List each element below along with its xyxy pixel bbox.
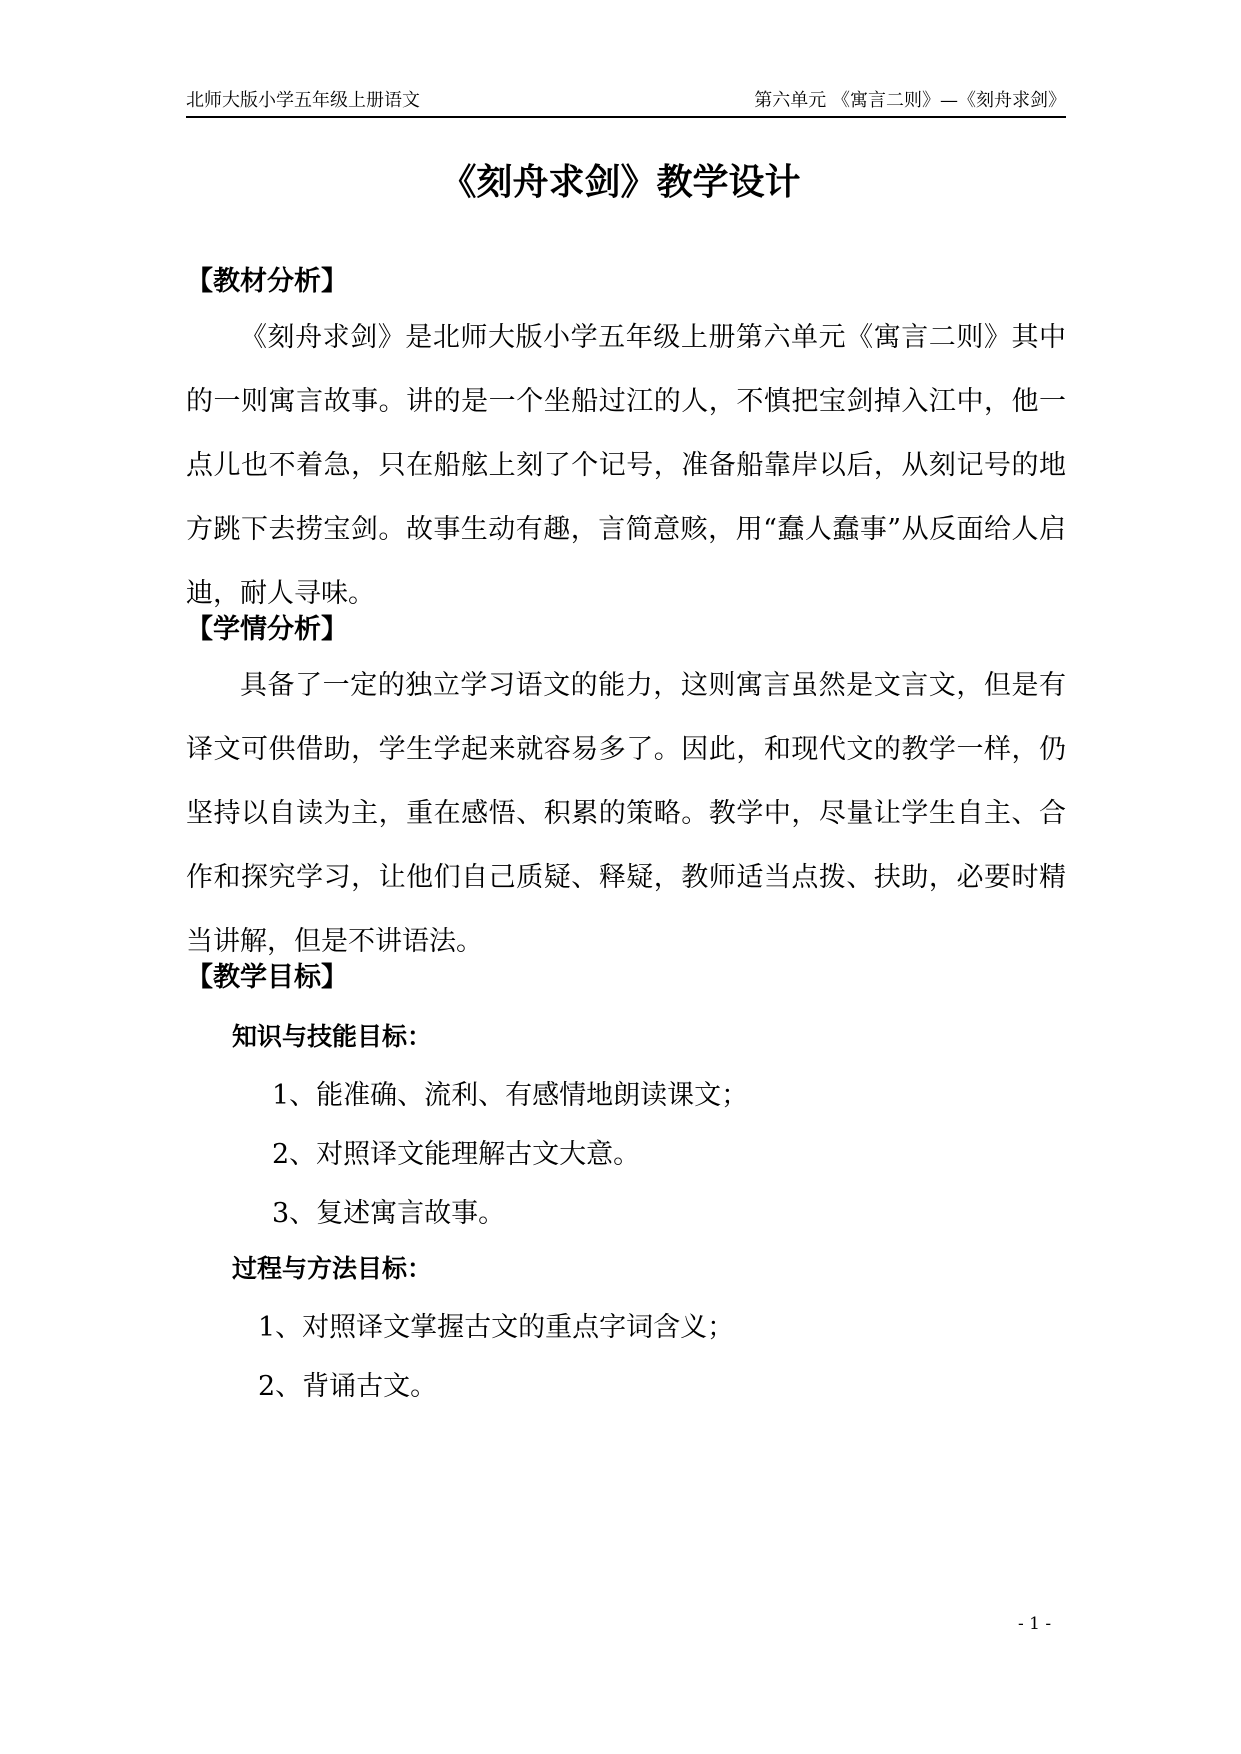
process-item-2: 2、背诵古文。 — [258, 1371, 438, 1402]
page-number: - 1 - — [1018, 1614, 1052, 1634]
page-header — [186, 86, 1066, 118]
knowledge-item-3: 3、复述寓言故事。 — [272, 1198, 506, 1229]
header-left-text: 北师大版小学五年级上册语文 — [186, 90, 420, 111]
process-item-1: 1、对照译文掌握古文的重点字词含义； — [258, 1312, 735, 1343]
subheading-knowledge: 知识与技能目标： — [232, 1022, 433, 1051]
section-heading-material: 【教材分析】 — [186, 266, 348, 297]
document-title: 《刻舟求剑》教学设计 — [440, 162, 801, 203]
header-right-text: 第六单元 《寓言二则》—《刻舟求剑》 — [754, 90, 1066, 111]
section-heading-goals: 【教学目标】 — [186, 962, 348, 993]
knowledge-item-1: 1、能准确、流利、有感情地朗读课文； — [272, 1080, 749, 1111]
subheading-process: 过程与方法目标： — [232, 1254, 433, 1283]
knowledge-item-2: 2、对照译文能理解古文大意。 — [272, 1139, 641, 1170]
paragraph-material: 《刻舟求剑》是北师大版小学五年级上册第六单元《寓言二则》其中的一则寓言故事。讲的是一个坐船过江的人，不慎把宝剑掉入江中，他一点儿也不着急，只在船舷上刻了个记号，准备船靠岸以后，从刻记号的地方跳下去捞宝剑。故事生动有趣，言简意赅，用“蠢人蠢事”从反面给人启迪，耐人寻味。 — [186, 322, 1066, 609]
section-heading-students: 【学情分析】 — [186, 614, 348, 645]
paragraph-students: 具备了一定的独立学习语文的能力，这则寓言虽然是文言文，但是有译文可供借助，学生学起来就容易多了。因此，和现代文的教学一样，仍坚持以自读为主，重在感悟、积累的策略。教学中，尽量让学生自主、合作和探究学习，让他们自己质疑、释疑，教师适当点拨、扶助，必要时精当讲解，但是不讲语法。 — [186, 670, 1066, 957]
